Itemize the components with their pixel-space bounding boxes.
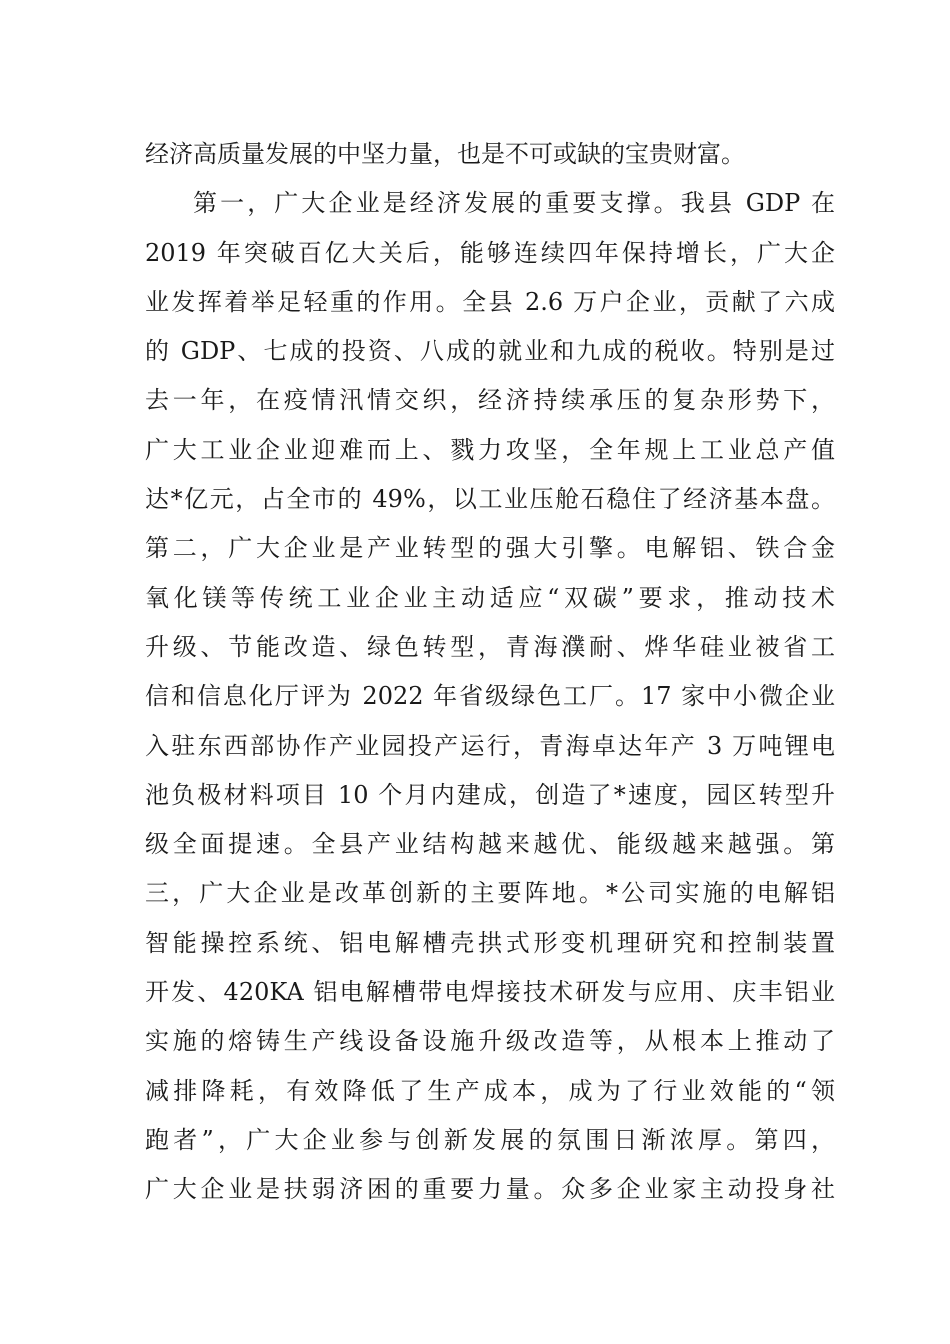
text-line: 减排降耗，有效降低了生产成本，成为了行业效能的“领 (145, 1076, 835, 1105)
text-line: 广大工业企业迎难而上、戮力攻坚，全年规上工业总产值 (145, 435, 835, 464)
text-line: 升级、节能改造、绿色转型，青海濮耐、烨华硅业被省工 (145, 632, 835, 661)
text-line: 第一，广大企业是经济发展的重要支撑。我县 GDP 在 (193, 189, 835, 218)
text-line: 氧化镁等传统工业企业主动适应“双碳”要求，推动技术 (145, 583, 835, 612)
text-line: 池负极材料项目 10 个月内建成，创造了*速度，园区转型升 (145, 780, 835, 809)
text-line: 业发挥着举足轻重的作用。全县 2.6 万户企业，贡献了六成 (145, 287, 835, 316)
text-line: 开发、420KA 铝电解槽带电焊接技术研发与应用、庆丰铝业 (145, 978, 835, 1007)
text-line: 智能操控系统、铝电解槽壳拱式形变机理研究和控制装置 (145, 928, 835, 957)
body-text (145, 130, 835, 1215)
text-line: 2019 年突破百亿大关后，能够连续四年保持增长，广大企 (145, 238, 835, 267)
text-line: 的 GDP、七成的投资、八成的就业和九成的税收。特别是过 (145, 337, 835, 366)
text-line: 经济高质量发展的中坚力量，也是不可或缺的宝贵财富。 (145, 140, 745, 168)
text-line: 跑者”，广大企业参与创新发展的氛围日渐浓厚。第四， (145, 1125, 835, 1154)
text-line: 达*亿元，占全市的 49%，以工业压舱石稳住了经济基本盘。 (145, 485, 835, 514)
text-line: 三，广大企业是改革创新的主要阵地。*公司实施的电解铝 (145, 879, 835, 908)
text-line: 信和信息化厅评为 2022 年省级绿色工厂。17 家中小微企业 (145, 682, 835, 711)
text-line: 级全面提速。全县产业结构越来越优、能级越来越强。第 (145, 830, 835, 859)
text-line: 广大企业是扶弱济困的重要力量。众多企业家主动投身社 (145, 1175, 835, 1204)
text-line: 入驻东西部协作产业园投产运行，青海卓达年产 3 万吨锂电 (145, 731, 835, 760)
text-line: 去一年，在疫情汛情交织，经济持续承压的复杂形势下， (145, 386, 835, 415)
text-line: 第二，广大企业是产业转型的强大引擎。电解铝、铁合金 (145, 534, 835, 563)
text-line: 实施的熔铸生产线设备设施升级改造等，从根本上推动了 (145, 1027, 835, 1056)
